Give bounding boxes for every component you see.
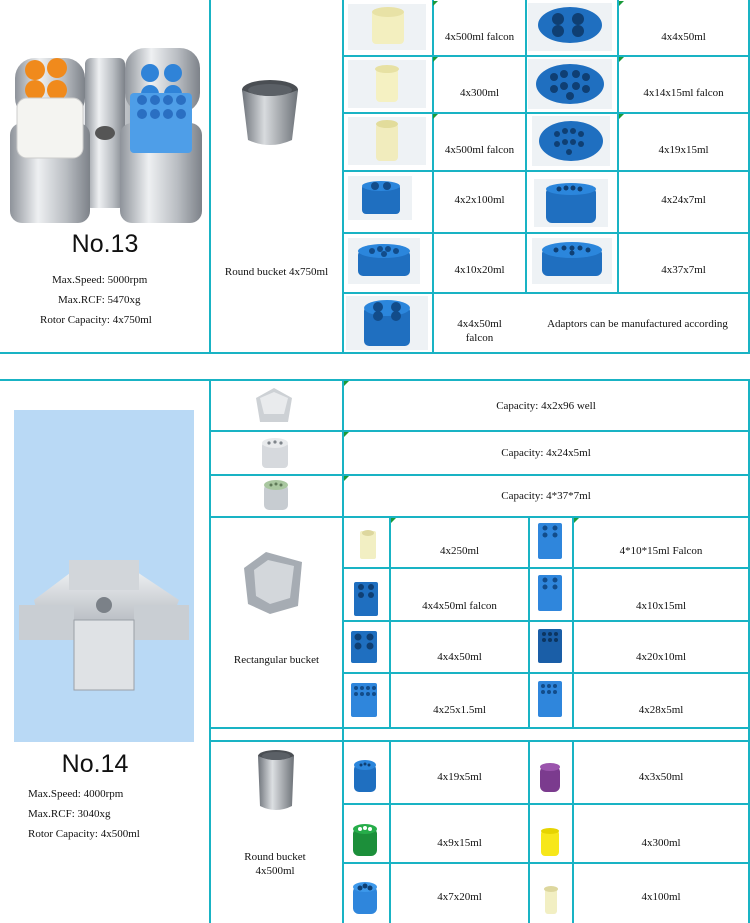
- rect-adaptor-250-icon: [356, 527, 380, 563]
- rect-label-r4: 4x28x5ml: [638, 704, 684, 716]
- round-bucket-500-icon: [254, 748, 298, 814]
- rect-label-l3: 4x4x50ml: [437, 651, 482, 663]
- adaptor-label-a6: 4x4x50ml falcon: [457, 318, 502, 344]
- round-label-r1: 4x3x50ml: [638, 771, 684, 783]
- rotor-13-photo: [5, 38, 205, 230]
- tube-block-24-icon: [258, 434, 292, 470]
- round-bucket-500-label: Round bucket 4x500ml: [244, 851, 306, 877]
- round-label-r2: 4x300ml: [641, 837, 681, 849]
- adaptor-label-b2: 4x14x15ml falcon: [643, 87, 724, 99]
- rect-adaptor-10x15-icon: [535, 572, 565, 614]
- rotor-14-spec-capacity: Rotor Capacity: 4x500ml: [28, 828, 140, 840]
- rect-label-l4: 4x25x1.5ml: [433, 704, 486, 716]
- round-adaptor-3x50-icon: [536, 760, 564, 796]
- rotor-14-spec-rcf: Max.RCF: 3040xg: [28, 808, 111, 820]
- rect-label-r3: 4x20x10ml: [635, 651, 687, 663]
- round-label-l3: 4x7x20ml: [437, 891, 482, 903]
- round-bucket-750-label: Round bucket 4x750ml: [224, 266, 329, 278]
- adaptor-blue-24x7-icon: [534, 179, 608, 227]
- rotor-14-photo: [14, 410, 194, 742]
- round-adaptor-19x5-icon: [350, 758, 380, 796]
- adaptor-cream-500b-icon: [348, 117, 426, 165]
- tube-block-37-icon: [260, 478, 292, 512]
- rect-adaptor-4x4x50-icon: [348, 628, 380, 666]
- rect-label-r1: 4*10*15ml Falcon: [619, 545, 703, 557]
- rotor-14-title: No.14: [61, 750, 129, 778]
- rect-label-l1: 4x250ml: [439, 545, 480, 557]
- rect-label-r2: 4x10x15ml: [635, 600, 687, 612]
- rotor-13-spec-speed: Max.Speed: 5000rpm: [52, 274, 148, 286]
- adaptor-cream-300-icon: [348, 60, 426, 108]
- adaptor-blue-2x100-icon: [348, 176, 412, 220]
- rotor-13-spec-capacity: Rotor Capacity: 4x750ml: [40, 314, 152, 326]
- round-label-l2: 4x9x15ml: [437, 837, 482, 849]
- rect-adaptor-10x15f-icon: [535, 520, 565, 562]
- round-adaptor-300-icon: [536, 824, 564, 860]
- round-adaptor-9x15-icon: [350, 822, 380, 860]
- rect-label-l2: 4x4x50ml falcon: [422, 600, 497, 612]
- round-adaptor-7x20-icon: [350, 880, 380, 918]
- rect-adaptor-20x10-icon: [535, 626, 565, 666]
- adaptor-label-b3: 4x19x15ml: [658, 144, 709, 156]
- rect-adaptor-4x4x50f-icon: [352, 578, 380, 618]
- adaptor-label-b4: 4x24x7ml: [661, 194, 706, 206]
- adaptor-blue-14x15-icon: [528, 59, 612, 109]
- adaptor-label-a5: 4x10x20ml: [454, 264, 505, 276]
- rect-adaptor-28x5-icon: [535, 678, 565, 720]
- adaptor-blue-4x50b-icon: [528, 3, 612, 51]
- rectangular-bucket-label: Rectangular bucket: [233, 654, 320, 666]
- adaptor-label-b1: 4x4x50ml: [661, 31, 706, 43]
- rotor-13-title: No.13: [71, 230, 139, 258]
- plate-capacity-2: Capacity: 4x24x5ml: [501, 447, 591, 459]
- plate-capacity-3: Capacity: 4*37*7ml: [501, 490, 591, 502]
- rotor-13-spec-rcf: Max.RCF: 5470xg: [58, 294, 141, 306]
- round-label-r3: 4x100ml: [641, 891, 681, 903]
- adaptor-note: Adaptors can be manufactured according: [547, 318, 728, 330]
- plate-carrier-icon: [252, 384, 296, 426]
- adaptor-label-a2: 4x300ml: [459, 87, 500, 99]
- adaptor-blue-10x20-icon: [348, 238, 420, 284]
- round-adaptor-100-icon: [538, 882, 564, 918]
- adaptor-cream-500-icon: [348, 4, 426, 50]
- adaptor-blue-37x7-icon: [532, 238, 612, 284]
- adaptor-blue-19x15-icon: [532, 116, 610, 166]
- rotor-14-spec-speed: Max.Speed: 4000rpm: [28, 788, 124, 800]
- rect-adaptor-25x1.5-icon: [348, 680, 380, 720]
- adaptor-blue-4x50-icon: [346, 296, 428, 350]
- plate-capacity-1: Capacity: 4x2x96 well: [496, 400, 596, 412]
- adaptor-label-b5: 4x37x7ml: [661, 264, 706, 276]
- round-label-l1: 4x19x5ml: [437, 771, 482, 783]
- adaptor-label-a3: 4x500ml falcon: [444, 144, 515, 156]
- round-bucket-750-icon: [238, 78, 302, 148]
- adaptor-label-a1: 4x500ml falcon: [444, 31, 515, 43]
- adaptor-label-a4: 4x2x100ml: [454, 194, 505, 206]
- rectangular-bucket-icon: [240, 548, 306, 618]
